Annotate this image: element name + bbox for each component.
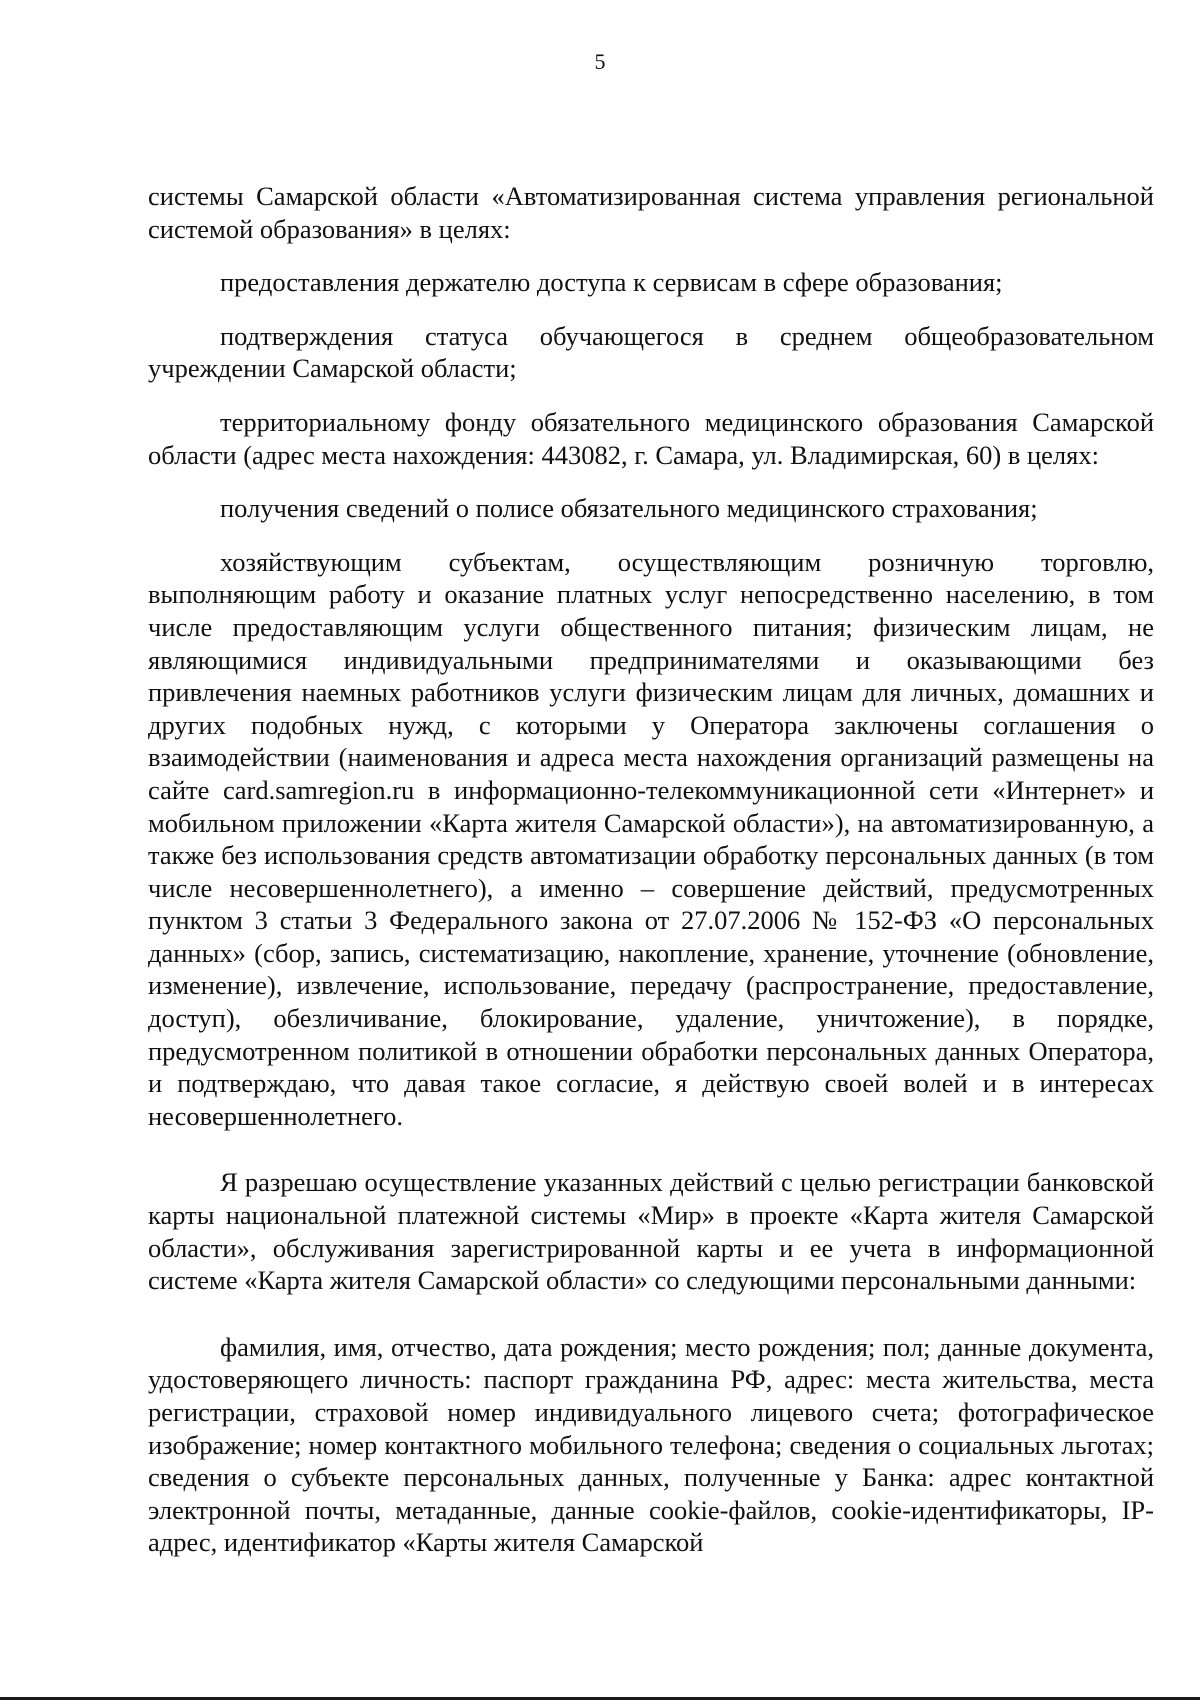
paragraph-2: предоставления держателю доступа к сервисам в сфере образования; [220,267,1003,298]
scan-bottom-edge [0,1697,1200,1700]
page-number: 5 [594,49,606,74]
paragraph-1: системы Самарской области «Автоматизированная система управления региональной системой образования» в целях: [148,181,1154,244]
paragraph-3: подтверждения статуса обучающегося в среднем общеобразовательном учреждении Самарской области; [148,320,1154,384]
paragraph-6: хозяйствующим субъектам, осуществляющим розничную торговлю, выполняющим работу и оказание платных услуг непосредственно населению, в том числе предоставляющим услуги общественного питания; физическим лицам, не являющимися индивидуальными предпринимателями и оказывающими без привлечения наемных работников услуги физическим лицам для личных, домашних и других подобных нужд, с которыми у Оператора заключены соглашения о взаимодействии (наименования и адреса места нахождения организаций размещены на сайте card.samregion.ru в информационно-телекоммуникационной сети «Интернет» и мобильном приложении «Карта жителя Самарской области»), на автоматизированную, а также без использования средств автоматизации обработку персональных данных (в том числе несовершеннолетнего), а именно – совершение действий, предусмотренных пунктом 3 статьи 3 Федерального закона от 27.07.2006 № 152-ФЗ «О персональных данных» (сбор, запись, систематизацию, накопление, хранение, уточнение (обновление, изменение), извлечение, использование, передачу (распространение, предоставление, доступ), обезличивание, блокирование, удаление, уничтожение), в порядке, предусмотренном политикой в отношении обработки персональных данных Оператора, и подтверждаю, что давая такое согласие, я действую своей волей и в интересах несовершеннолетнего. [148,546,1154,1131]
paragraph-5: получения сведений о полисе обязательного медицинского страхования; [220,493,1038,524]
paragraph-8: фамилия, имя, отчество, дата рождения; место рождения; пол; данные документа, удостоверяющего личность: паспорт гражданина РФ, адрес: места жительства, места регистрации, страховой номер индивидуального лицевого счета; фотографическое изображение; номер контактного мобильного телефона; сведения о социальных льготах; сведения о субъекте персональных данных, полученные у Банка: адрес контактной электронной почты, метаданные, данные cookie-файлов, cookie-идентификаторы, IP-адрес, идентификатор «Карты жителя Самарской [148,1331,1154,1558]
paragraph-7: Я разрешаю осуществление указанных действий с целью регистрации банковской карты национальной платежной системы «Мир» в проекте «Карта жителя Самарской области», обслуживания зарегистрированной карты и ее учета в информационной системе «Карта жителя Самарской области» со следующими персональными данными: [148,1167,1154,1296]
paragraph-4: территориальному фонду обязательного медицинского образования Самарской области (адрес места нахождения: 443082, г. Самара, ул. Владимирская, 60) в целях: [148,406,1154,470]
document-body [148,180,1154,1580]
